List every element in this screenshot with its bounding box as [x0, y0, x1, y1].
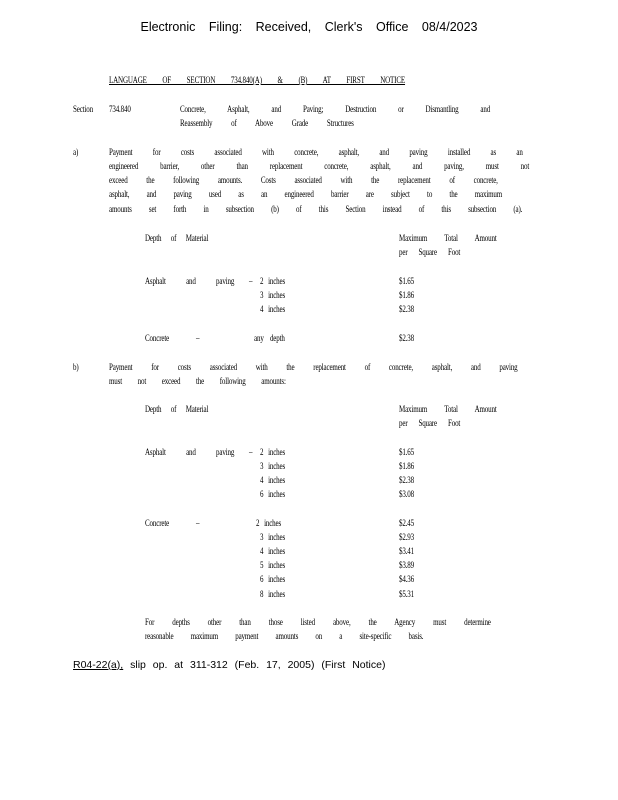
table-row: $1.86 [399, 461, 415, 471]
para-b-concrete-dash: – [196, 518, 200, 528]
table-row: any depth [254, 333, 285, 343]
table-row: 2 inches [260, 276, 286, 286]
para-a-asphalt-dash: – [249, 276, 253, 286]
para-b-label: b) [73, 362, 79, 372]
para-b-asphalt-dash: – [249, 447, 253, 457]
table-row: 4 inches [260, 475, 286, 485]
table-row: $1.65 [399, 447, 415, 457]
table-row: 3 inches [260, 290, 286, 300]
table-row: $2.93 [399, 532, 415, 542]
table-row: 4 inches [260, 546, 286, 556]
citation [73, 659, 385, 671]
table-row: $4.36 [399, 574, 415, 584]
table-row: 2 inches [260, 447, 286, 457]
para-b-line-2: must not exceed the following amounts: [109, 376, 286, 386]
table-row: 2 inches [256, 518, 282, 528]
table-row: $2.38 [399, 475, 415, 485]
para-a-line-1: Payment for costs associated with concrete, asphalt, and paving installed as an [109, 147, 523, 157]
para-b-note-line-2: reasonable maximum payment amounts on a site-specific basis. [145, 631, 424, 641]
document-title: LANGUAGE OF SECTION 734.840(A) & (B) AT FIRST NOTICE [109, 75, 406, 85]
table-row: 4 inches [260, 304, 286, 314]
table-row: 3 inches [260, 461, 286, 471]
para-b-col-header-max-1: Maximum Total Amount [399, 404, 497, 414]
table-row: 3 inches [260, 532, 286, 542]
table-row: $5.31 [399, 589, 415, 599]
para-b-note-line-1: For depths other than those listed above, the Agency must determine [145, 617, 491, 627]
table-row: $3.41 [399, 546, 415, 556]
section-heading-line-2: Reassembly of Above Grade Structures [180, 118, 354, 128]
section-heading-line-1: Concrete, Asphalt, and Paving; Destruction or Dismantling and [180, 104, 491, 114]
para-a-col-header-max-2: per Square Foot [399, 247, 461, 257]
para-b-col-header-depth: Depth of Material [145, 404, 209, 414]
table-row: $3.08 [399, 489, 415, 499]
para-a-concrete-dash: – [196, 333, 200, 343]
para-b-concrete-label: Concrete [145, 518, 170, 528]
filing-header: Electronic Filing: Received, Clerk's Office 08/4/2023 [140, 20, 478, 34]
para-a-label: a) [73, 147, 79, 157]
para-a-asphalt-label: Asphalt and paving [145, 276, 235, 286]
para-a-line-5: amounts set forth in subsection (b) of this Section instead of this subsection (a). [109, 204, 523, 214]
table-row: $2.38 [399, 333, 415, 343]
section-label: Section [73, 104, 93, 114]
table-row: $1.65 [399, 276, 415, 286]
table-row: 5 inches [260, 560, 286, 570]
citation-ref: R04-22(a), [73, 659, 124, 671]
section-number: 734.840 [109, 104, 131, 114]
table-row: 6 inches [260, 574, 286, 584]
para-b-asphalt-label: Asphalt and paving [145, 447, 235, 457]
para-a-line-3: exceed the following amounts. Costs associated with the replacement of concrete, [109, 175, 498, 185]
table-row: $2.45 [399, 518, 415, 528]
para-a-line-4: asphalt, and paving used as an engineered barrier are subject to the maximum [109, 189, 503, 199]
table-row: 8 inches [260, 589, 286, 599]
para-a-col-header-depth: Depth of Material [145, 233, 209, 243]
para-a-concrete-label: Concrete [145, 333, 170, 343]
citation-rest: slip op. at 311-312 (Feb. 17, 2005) (First Notice) [130, 659, 386, 671]
table-row: $3.89 [399, 560, 415, 570]
para-b-line-1: Payment for costs associated with the replacement of concrete, asphalt, and paving [109, 362, 518, 372]
table-row: $1.86 [399, 290, 415, 300]
table-row: 6 inches [260, 489, 286, 499]
para-b-col-header-max-2: per Square Foot [399, 418, 461, 428]
table-row: $2.38 [399, 304, 415, 314]
para-a-col-header-max-1: Maximum Total Amount [399, 233, 497, 243]
para-a-line-2: engineered barrier, other than replacement concrete, asphalt, and paving, must not [109, 161, 530, 171]
